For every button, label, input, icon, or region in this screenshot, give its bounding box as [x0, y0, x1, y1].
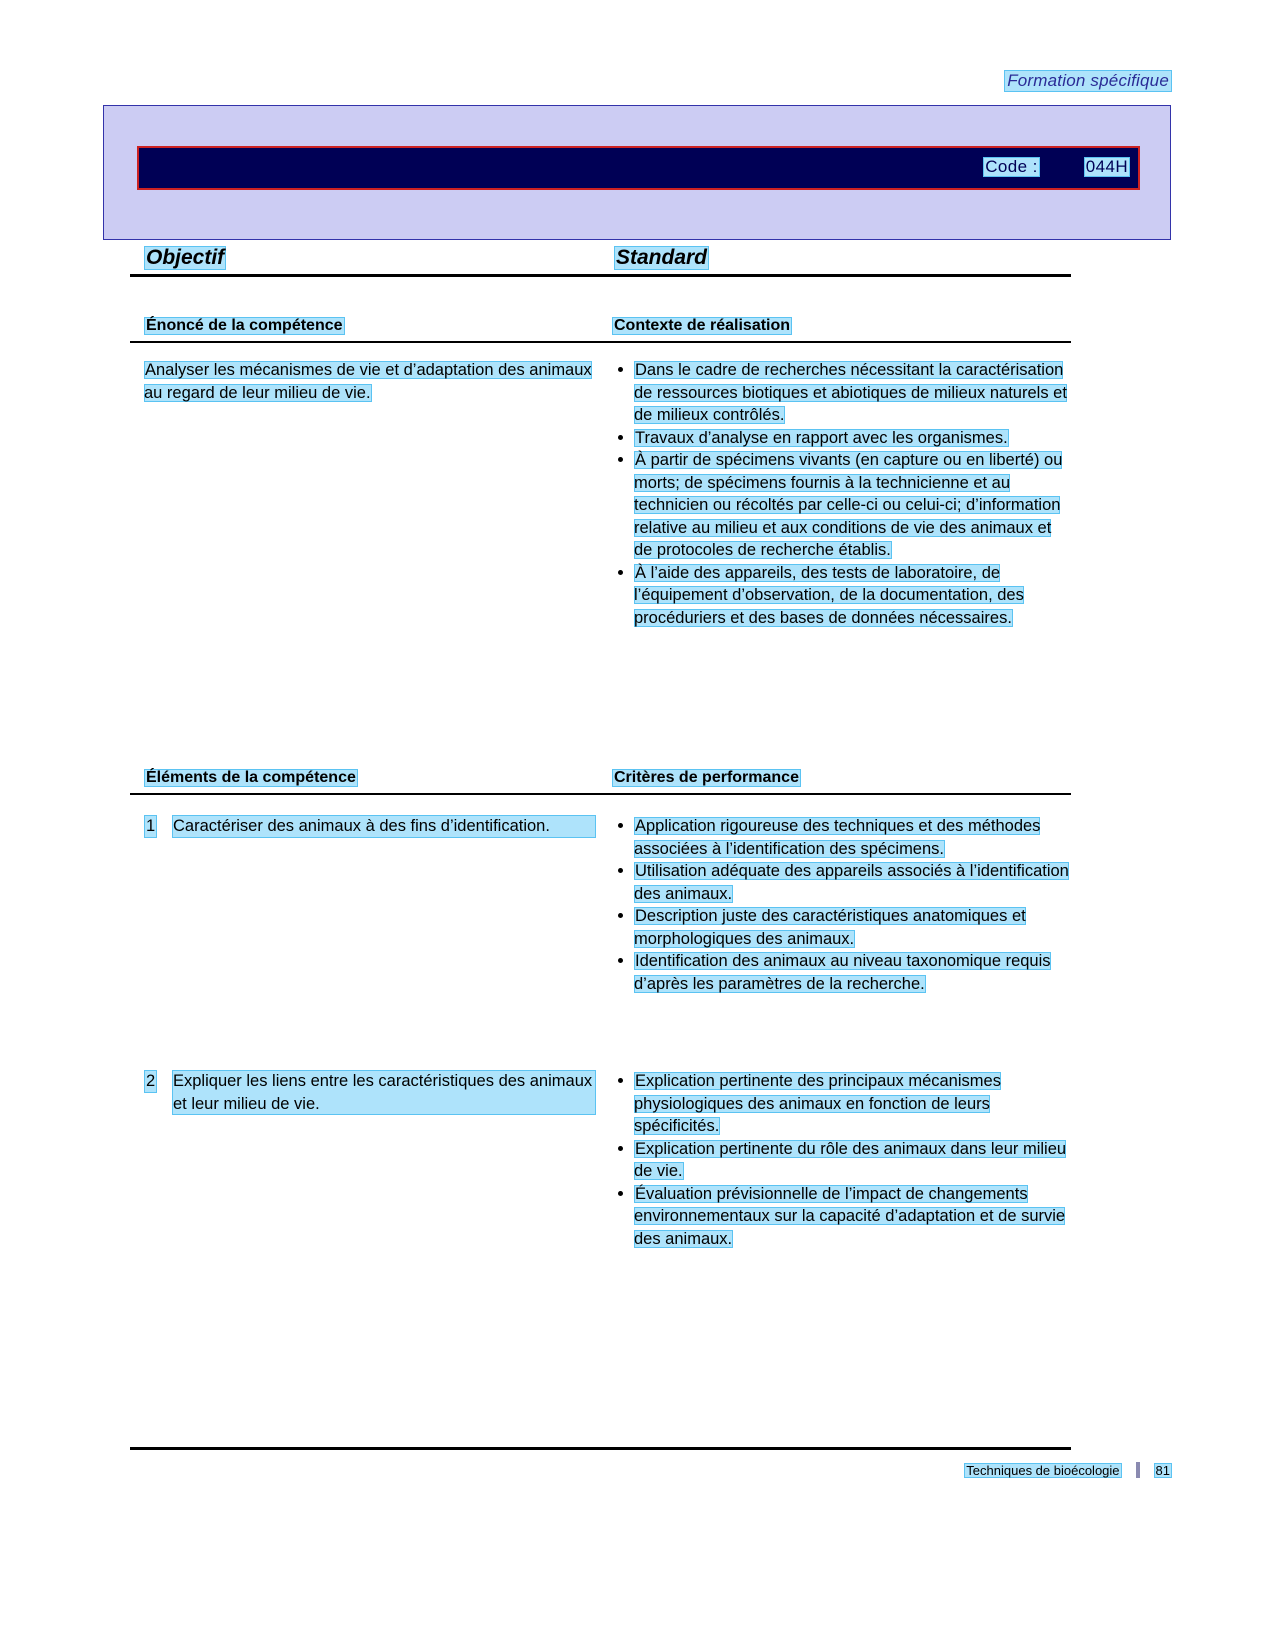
- footer-document-name: Techniques de bioécologie: [966, 1462, 1120, 1478]
- contexte-item-text: À l’aide des appareils, des tests de laboratoire, de l’équipement d’observation, de la documentation, des procéduriers et des bases de données nécessaires.: [634, 563, 1024, 627]
- code-label: Code :: [985, 157, 1038, 176]
- column-title-objectif: Objectif: [146, 246, 225, 269]
- bullet-icon: [618, 1146, 623, 1151]
- list-item: [612, 1070, 1074, 1138]
- element-text: Caractériser des animaux à des fins d’identification.: [172, 815, 596, 838]
- list-item: [612, 1138, 1074, 1183]
- critere-item-text: Explication pertinente des principaux mécanismes physiologiques des animaux en fonction de leurs spécificités.: [634, 1072, 1001, 1135]
- list-item: [612, 950, 1074, 995]
- critere-item-text: Application rigoureuse des techniques et des méthodes associées à l’identification des spécimens.: [634, 817, 1041, 858]
- section1-divider: [130, 341, 1071, 343]
- list-item: [612, 359, 1074, 427]
- element-number: 1: [144, 815, 157, 838]
- criteres-list: [612, 815, 1074, 995]
- footer-separator: [1136, 1462, 1140, 1478]
- column-titles: [130, 246, 1071, 272]
- list-item: [612, 427, 1074, 450]
- list-item: [612, 449, 1074, 562]
- heading-criteres: Critères de performance: [614, 769, 799, 786]
- contexte-item-text: À partir de spécimens vivants (en capture ou en liberté) ou morts; de spécimens fournis à la technicienne et au technicien ou récoltés par celle-ci ou celui-ci; d’information relative au milieu et aux conditions de vie des animaux et de protocoles de recherche établis.: [634, 451, 1063, 559]
- bullet-icon: [618, 1191, 623, 1196]
- critere-item-text: Description juste des caractéristiques anatomiques et morphologiques des animaux.: [634, 907, 1026, 948]
- footer-page-number: 81: [1155, 1462, 1170, 1478]
- page-footer: [964, 1462, 1172, 1478]
- enonce-text: Analyser les mécanismes de vie et d’adaptation des animaux au regard de leur milieu de vie.: [144, 361, 592, 402]
- element-number: 2: [144, 1070, 157, 1093]
- heading-elements: Éléments de la compétence: [146, 769, 356, 786]
- code-label-group: [983, 157, 1130, 177]
- contexte-list: [612, 359, 1074, 629]
- code-value: 044H: [1085, 157, 1128, 176]
- column-title-standard: Standard: [616, 246, 708, 269]
- list-item: [612, 815, 1074, 860]
- heading-enonce: Énoncé de la compétence: [146, 317, 343, 334]
- criteres-list: [612, 1070, 1074, 1250]
- enonce-text-block: [144, 359, 594, 404]
- element-row: [144, 815, 596, 838]
- bullet-icon: [618, 457, 623, 462]
- list-item: [612, 860, 1074, 905]
- list-item: [612, 562, 1074, 630]
- heading-contexte: Contexte de réalisation: [614, 317, 791, 334]
- bullet-icon: [618, 1078, 623, 1083]
- list-item: [612, 905, 1074, 950]
- critere-item-text: Évaluation prévisionnelle de l’impact de changements environnementaux sur la capacité d’adaptation et de survie des animaux.: [634, 1184, 1066, 1248]
- element-row: [144, 1070, 596, 1115]
- critere-item-text: Identification des animaux au niveau taxonomique requis d’après les paramètres de la recherche.: [634, 952, 1051, 993]
- bullet-icon: [618, 823, 623, 828]
- list-item: [612, 1183, 1074, 1251]
- section2-divider: [130, 793, 1071, 795]
- bullet-icon: [618, 367, 623, 372]
- code-banner: [103, 105, 1171, 240]
- header-formation-label: Formation spécifique: [1004, 70, 1172, 92]
- element-text: Expliquer les liens entre les caractéristiques des animaux et leur milieu de vie.: [172, 1070, 596, 1115]
- critere-item-text: Explication pertinente du rôle des animaux dans leur milieu de vie.: [634, 1139, 1067, 1180]
- title-divider: [130, 274, 1071, 277]
- bullet-icon: [618, 913, 623, 918]
- bullet-icon: [618, 570, 623, 575]
- contexte-item-text: Dans le cadre de recherches nécessitant la caractérisation de ressources biotiques et abiotiques de milieux naturels et de milieux contrôlés.: [634, 361, 1067, 424]
- critere-item-text: Utilisation adéquate des appareils associés à l’identification des animaux.: [634, 862, 1069, 903]
- code-banner-inner: [137, 146, 1140, 190]
- footer-divider: [130, 1447, 1071, 1450]
- bullet-icon: [618, 958, 623, 963]
- contexte-item-text: Travaux d’analyse en rapport avec les organismes.: [635, 428, 1008, 447]
- bullet-icon: [618, 435, 623, 440]
- bullet-icon: [618, 868, 623, 873]
